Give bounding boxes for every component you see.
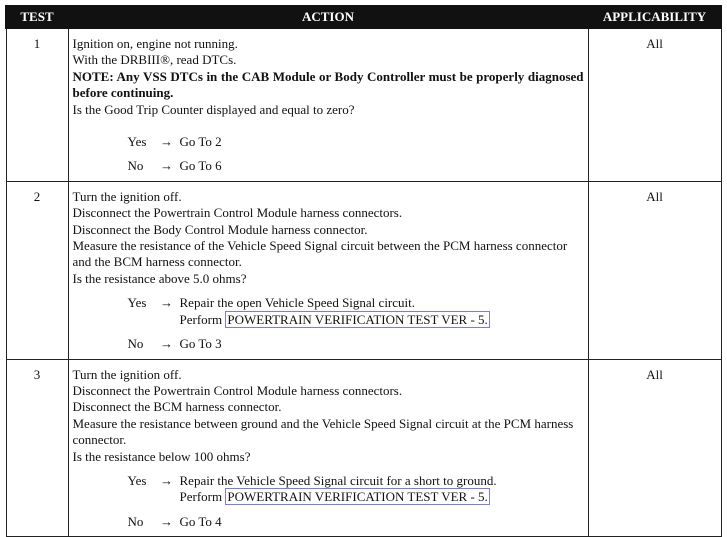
action-line: Measure the resistance of the Vehicle Speed Signal circuit between the PCM harness connector and the BCM harness connector.: [72, 238, 568, 270]
question: Is the resistance above 5.0 ohms?: [72, 270, 247, 286]
note: NOTE: Any VSS DTCs in the CAB Module or Body Controller must be properly diagnosed before continuing.: [72, 68, 584, 101]
answer-label: No: [127, 513, 144, 529]
action-line: Disconnect the Powertrain Control Module harness connectors.: [72, 205, 403, 221]
no-answer: [128, 158, 584, 174]
action-line: Measure the resistance between ground and the Vehicle Speed Signal circuit at the PCM harness connector.: [72, 415, 574, 448]
arrow-icon: →: [160, 158, 173, 174]
answer-text: Go To 4: [179, 513, 222, 529]
no-answer: [128, 336, 584, 352]
yes-answer: [128, 134, 584, 150]
applicability: All: [588, 181, 721, 359]
action-cell: [68, 359, 588, 537]
table-row: [6, 359, 721, 537]
arrow-icon: →: [160, 472, 173, 488]
applicability: All: [588, 28, 721, 181]
answer-text: Repair the open Vehicle Speed Signal circuit.: [179, 295, 415, 311]
action-line: Ignition on, engine not running.: [72, 36, 238, 51]
question: Is the resistance below 100 ohms?: [72, 448, 251, 464]
action-line: Turn the ignition off.: [72, 366, 182, 382]
arrow-icon: →: [160, 134, 173, 150]
answer-text: Go To 3: [179, 336, 222, 352]
header-action: ACTION: [68, 6, 588, 28]
test-number: 2: [6, 181, 68, 359]
test-number: 3: [6, 359, 68, 537]
answer-text: Go To 6: [179, 158, 222, 174]
table-row: [6, 181, 721, 359]
action-cell: [68, 181, 588, 359]
answer-label: No: [127, 336, 144, 352]
perform-label: Perform: [179, 489, 223, 505]
verification-test-link[interactable]: POWERTRAIN VERIFICATION TEST VER - 5.: [227, 311, 488, 327]
arrow-icon: →: [160, 295, 173, 311]
action-line: Disconnect the Powertrain Control Module harness connectors.: [72, 382, 403, 398]
answer-label: No: [127, 158, 144, 174]
yes-answer: [128, 295, 584, 328]
test-number: 1: [6, 28, 68, 181]
action-line: Disconnect the Body Control Module harness connector.: [72, 221, 368, 237]
answer-text: Go To 2: [179, 134, 222, 150]
action-line: Turn the ignition off.: [72, 188, 182, 204]
header-applicability: APPLICABILITY: [588, 6, 721, 28]
answer-label: Yes: [127, 472, 147, 488]
yes-answer: [128, 473, 584, 506]
action-line: Disconnect the BCM harness connector.: [72, 399, 282, 415]
answer-label: Yes: [127, 134, 147, 150]
arrow-icon: →: [160, 336, 173, 352]
answer-text: Repair the Vehicle Speed Signal circuit for a short to ground.: [179, 472, 497, 488]
answer-label: Yes: [127, 295, 147, 311]
arrow-icon: →: [160, 513, 173, 529]
diagnostic-test-table: [5, 5, 722, 537]
table-row: [6, 28, 721, 181]
no-answer: [128, 514, 584, 530]
question: Is the Good Trip Counter displayed and equal to zero?: [72, 101, 355, 117]
verification-test-link[interactable]: POWERTRAIN VERIFICATION TEST VER - 5.: [227, 489, 488, 505]
action-line: With the DRBIII®, read DTCs.: [72, 52, 237, 68]
applicability: All: [588, 359, 721, 537]
header-test: TEST: [6, 6, 68, 28]
action-cell: [68, 28, 588, 181]
perform-label: Perform: [179, 311, 223, 327]
